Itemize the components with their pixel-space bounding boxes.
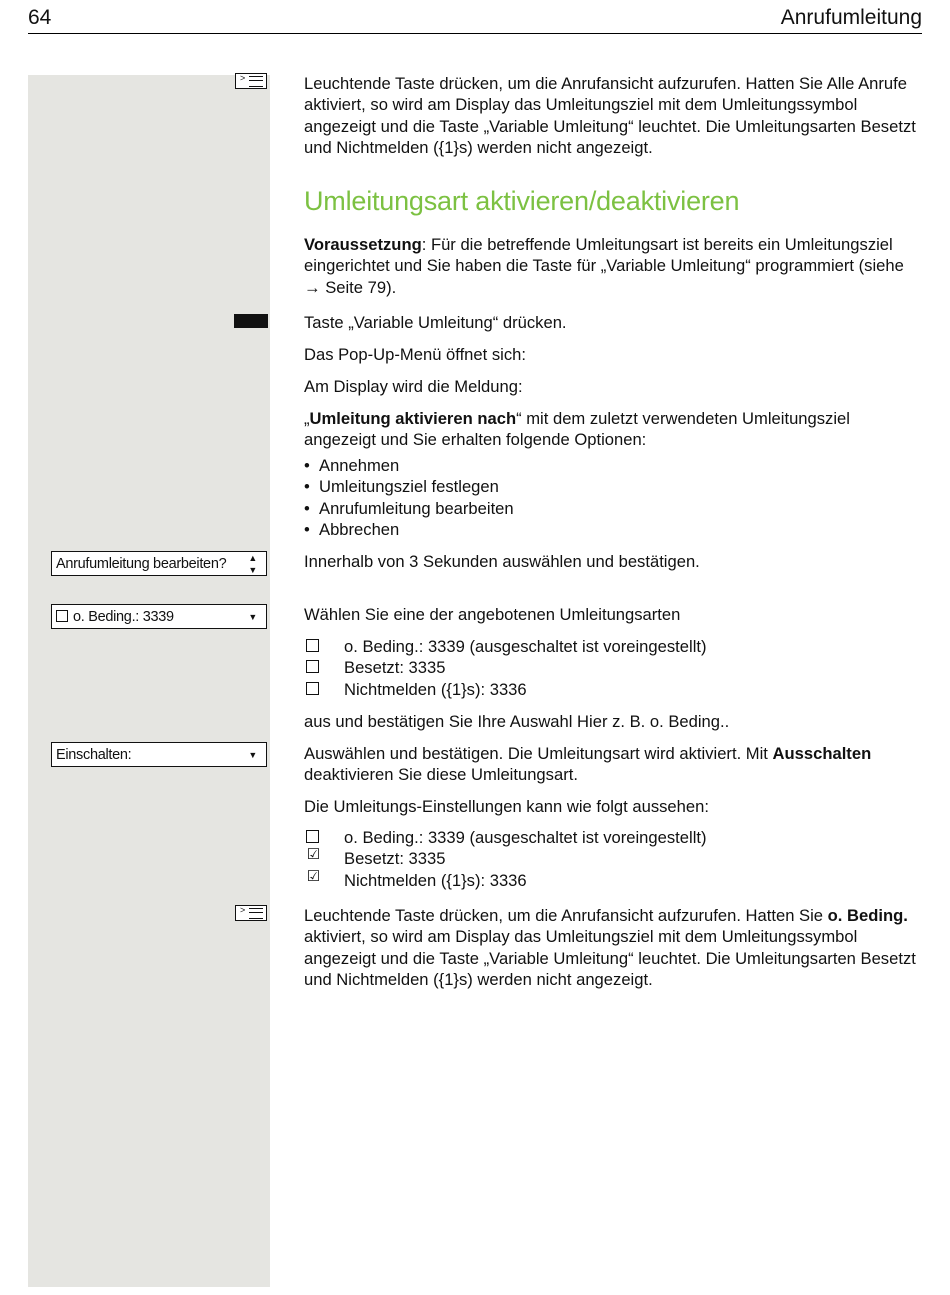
select-within-text: Innerhalb von 3 Sekunden auswählen und bestätigen.	[304, 552, 700, 571]
list-item: • Umleitungsziel festlegen	[304, 476, 924, 497]
intro-paragraph: Leuchtende Taste drücken, um die Anrufansicht aufzurufen. Hatten Sie Alle Anrufe aktiviert, so wird am Display das Umleitungsziel mit dem Umleitungssymbol angezeigt und die Taste „Variable Umleitung“ leuchtet. Die Umleitungsarten Besetzt und Nichtmelden ({1}s) werden nicht angezeigt.	[304, 74, 916, 157]
list-item-text: Besetzt: 3335	[344, 658, 446, 678]
activate-bold: Ausschalten	[772, 744, 872, 763]
checked-box-icon: ☑	[306, 846, 321, 864]
message-bold: Umleitung aktivieren nach	[309, 409, 517, 428]
confirm-choice-text: aus und bestätigen Sie Ihre Auswahl Hier z. B. o. Beding..	[304, 712, 730, 731]
checked-box-icon: ☑	[306, 867, 321, 885]
message-paragraph	[304, 408, 924, 451]
display-switch-on-label: Einschalten:	[56, 747, 132, 763]
popup-opens-text: Das Pop-Up-Menü öffnet sich:	[304, 345, 526, 364]
list-item	[304, 848, 924, 869]
list-item	[304, 657, 924, 678]
step-press-key: Taste „Variable Umleitung“ drücken.	[304, 313, 567, 332]
prerequisite-text: : Für die betreffende Umleitungsart ist bereits ein Umleitungsziel eingerichtet und Sie haben die Taste für „Variable Umleitung“ programmiert (siehe → Seite 79).	[304, 235, 904, 297]
checkbox-icon	[56, 610, 68, 622]
header-rule	[28, 33, 922, 34]
display-switch-on[interactable]	[51, 742, 267, 767]
list-item: • Anrufumleitung bearbeiten	[304, 498, 924, 519]
list-item	[304, 827, 924, 848]
instruction-sidebar	[28, 75, 270, 1287]
section-heading: Umleitungsart aktivieren/deaktivieren	[304, 186, 740, 216]
checkbox-icon	[306, 660, 319, 673]
list-item-text: Nichtmelden ({1}s): 3336	[344, 679, 527, 699]
settings-look-text: Die Umleitungs-Einstellungen kann wie folgt aussehen:	[304, 797, 709, 816]
arrow-icon: >	[240, 73, 246, 83]
function-key-icon	[234, 314, 268, 328]
checkbox-icon	[306, 639, 319, 652]
list-item-text: o. Beding.: 3339 (ausgeschaltet ist voreingestellt)	[344, 637, 707, 656]
settings-list	[304, 827, 924, 891]
page-number: 64	[28, 6, 52, 29]
section-title: Anrufumleitung	[780, 6, 922, 29]
display-edit-forwarding[interactable]	[51, 551, 267, 576]
menu-key-icon	[235, 905, 267, 921]
choose-type-text: Wählen Sie eine der angebotenen Umleitungsarten	[304, 605, 681, 624]
up-down-icon: ▲ ▼	[248, 553, 257, 575]
final-paragraph	[304, 905, 924, 990]
chevron-down-icon: ▼	[248, 750, 257, 760]
types-list	[304, 636, 924, 700]
checkbox-icon	[306, 830, 319, 843]
open-quote: „	[304, 409, 310, 428]
options-list	[304, 455, 924, 540]
display-unconditional-label: o. Beding.: 3339	[73, 609, 174, 625]
activate-text: Auswählen und bestätigen. Die Umleitungsart wird aktiviert. Mit	[304, 744, 773, 763]
display-edit-label: Anrufumleitung bearbeiten?	[56, 556, 227, 572]
list-item: • Abbrechen	[304, 519, 924, 540]
prerequisite-label: Voraussetzung	[304, 235, 422, 254]
checkbox-icon	[306, 682, 319, 695]
list-item-text: Besetzt: 3335	[344, 849, 446, 869]
display-unconditional[interactable]	[51, 604, 267, 629]
list-item	[304, 867, 924, 891]
message-rest: “ mit dem zuletzt verwendeten Umleitungsziel angezeigt und Sie erhalten folgende Optionen:	[304, 409, 850, 450]
list-item: • Annehmen	[304, 455, 924, 476]
menu-key-icon	[235, 73, 267, 89]
activate-text-end: deaktivieren Sie diese Umleitungsart.	[304, 765, 578, 785]
display-message-text: Am Display wird die Meldung:	[304, 377, 523, 396]
final-text-end: aktiviert, so wird am Display das Umleitungsziel mit dem Umleitungssymbol angezeigt und die Taste „Variable Umleitung“ leuchtet. Die Umleitungsarten Besetzt und Nichtmelden ({1}s) werden nicht angezeigt.	[304, 927, 916, 989]
prerequisite	[304, 234, 924, 298]
list-item-text: o. Beding.: 3339 (ausgeschaltet ist voreingestellt)	[344, 828, 707, 847]
arrow-icon: >	[240, 905, 246, 915]
final-bold: o. Beding.	[827, 906, 908, 925]
list-item-text: Nichtmelden ({1}s): 3336	[344, 870, 527, 890]
list-item	[304, 636, 924, 657]
list-item	[304, 679, 924, 700]
final-text: Leuchtende Taste drücken, um die Anrufansicht aufzurufen. Hatten Sie	[304, 906, 828, 925]
chevron-down-icon: ▼	[248, 612, 257, 622]
activate-paragraph	[304, 743, 924, 786]
